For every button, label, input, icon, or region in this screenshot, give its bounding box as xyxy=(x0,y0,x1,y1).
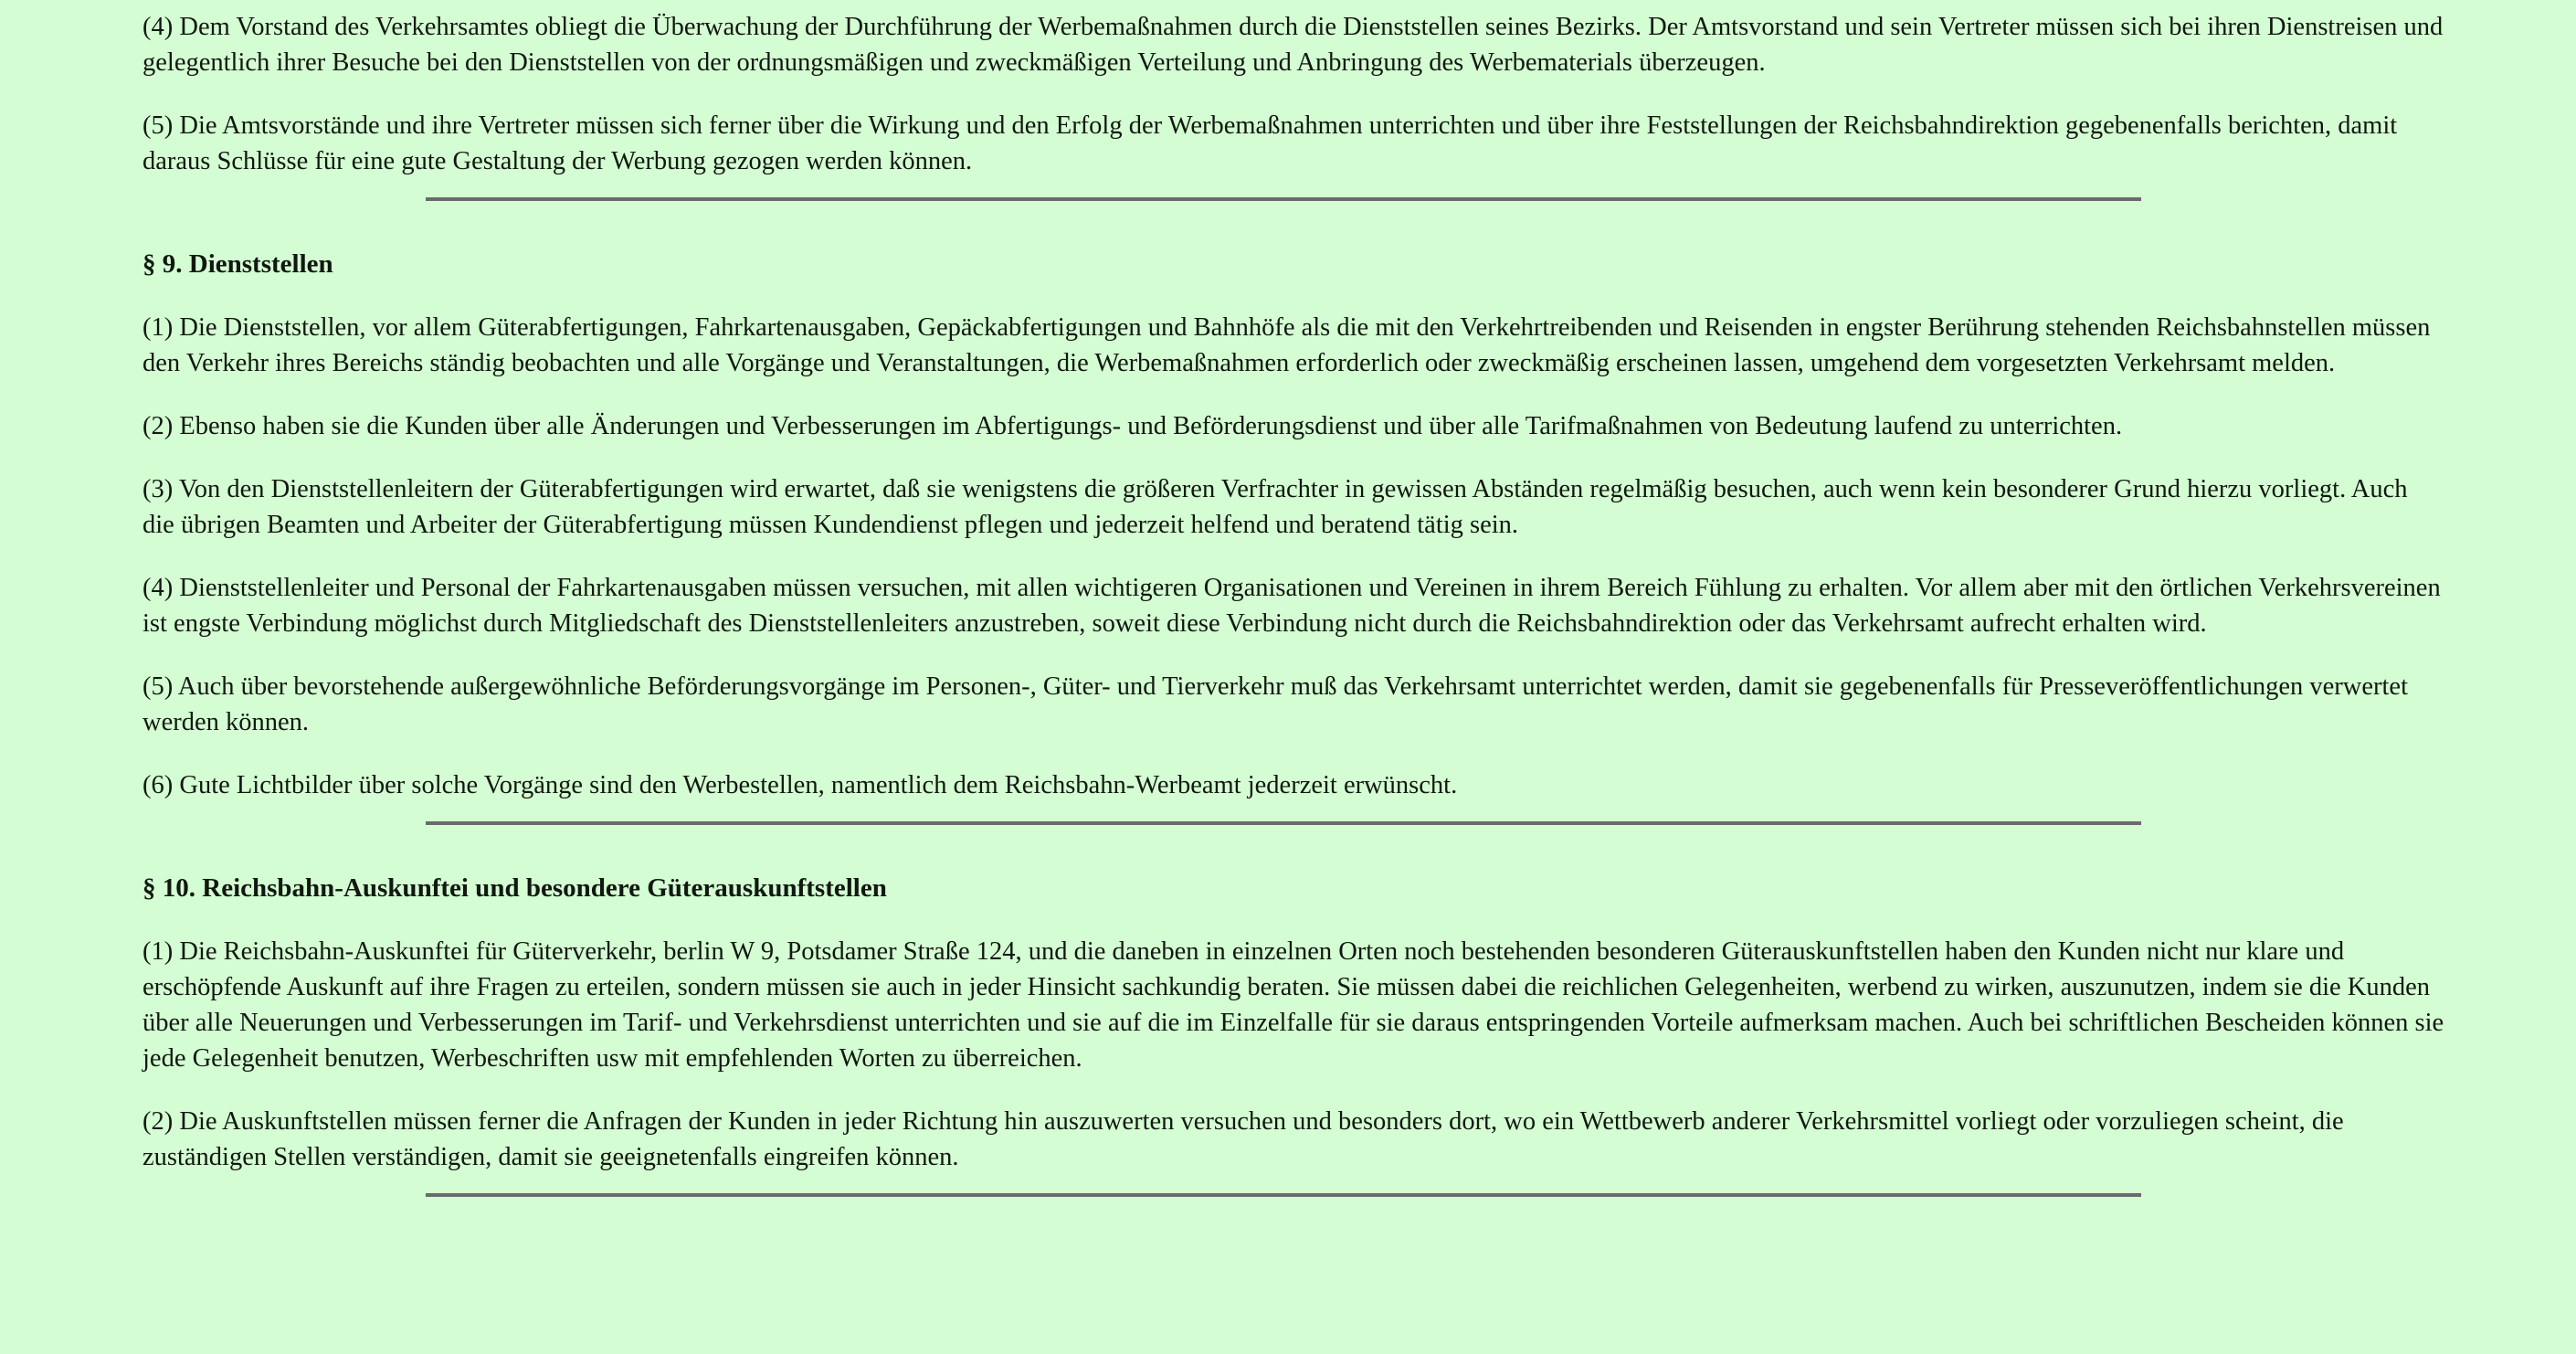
document-body xyxy=(143,9,2444,1197)
paragraph-9-5: (5) Auch über bevorstehende außergewöhnliche Beförderungsvorgänge im Personen-, Güter- und Tierverkehr muß das Verkehrsamt unterrichtet werden, damit sie gegebenenfalls für Presseveröffentlichungen verwertet werden können. xyxy=(143,672,2408,736)
section-10-heading: § 10. Reichsbahn-Auskunftei und besondere Güterauskunftstellen xyxy=(143,873,887,903)
section-9-heading: § 9. Dienststellen xyxy=(143,249,333,279)
paragraph-10-2: (2) Die Auskunftstellen müssen ferner die Anfragen der Kunden in jeder Richtung hin auszuwerten versuchen und besonders dort, wo ein Wettbewerb anderer Verkehrsmittel vorliegt oder vorzuliegen scheint, die zuständigen Stellen verständigen, damit sie geeignetenfalls eingreifen können. xyxy=(143,1107,2344,1171)
section-divider xyxy=(426,197,2141,201)
section-10 xyxy=(143,871,2444,1175)
section-8-continuation xyxy=(143,9,2444,179)
section-divider xyxy=(426,1193,2141,1197)
paragraph-9-4: (4) Dienststellenleiter und Personal der Fahrkartenausgaben müssen versuchen, mit allen wichtigeren Organisationen und Vereinen in ihrem Bereich Fühlung zu erhalten. Vor allem aber mit den örtlichen Verkehrsvereinen ist engste Verbindung möglichst durch Mitgliedschaft des Dienststellenleiters anzustreben, soweit diese Verbindung nicht durch die Reichsbahndirektion oder das Verkehrsamt aufrecht erhalten wird. xyxy=(143,574,2441,638)
paragraph-9-3: (3) Von den Dienststellenleitern der Güterabfertigungen wird erwartet, daß sie wenigstens die größeren Verfrachter in gewissen Abständen regelmäßig besuchen, auch wenn kein besonderer Grund hierzu vorliegt. Auch die übrigen Beamten und Arbeiter der Güterabfertigung müssen Kundendienst pflegen und jederzeit helfend und beratend tätig sein. xyxy=(143,475,2408,539)
paragraph-8-5: (5) Die Amtsvorstände und ihre Vertreter müssen sich ferner über die Wirkung und den Erfolg der Werbemaßnahmen unterrichten und über ihre Feststellungen der Reichsbahndirektion gegebenenfalls berichten, damit daraus Schlüsse für eine gute Gestaltung der Werbung gezogen werden können. xyxy=(143,111,2398,175)
section-divider xyxy=(426,821,2141,825)
section-9 xyxy=(143,247,2444,803)
paragraph-9-1: (1) Die Dienststellen, vor allem Güterabfertigungen, Fahrkartenausgaben, Gepäckabfertigungen und Bahnhöfe als die mit den Verkehrtreibenden und Reisenden in engster Berührung stehenden Reichsbahnstellen müssen den Verkehr ihres Bereichs ständig beobachten und alle Vorgänge und Veranstaltungen, die Werbemaßnahmen erforderlich oder zweckmäßig erscheinen lassen, umgehend dem vorgesetzten Verkehrsamt melden. xyxy=(143,313,2431,377)
paragraph-9-6: (6) Gute Lichtbilder über solche Vorgänge sind den Werbestellen, namentlich dem Reichsbahn-Werbeamt jederzeit erwünscht. xyxy=(143,771,1458,799)
paragraph-10-1: (1) Die Reichsbahn-Auskunftei für Güterverkehr, berlin W 9, Potsdamer Straße 124, und die daneben in einzelnen Orten noch bestehenden besonderen Güterauskunftstellen haben den Kunden nicht nur klare und erschöpfende Auskunft auf ihre Fragen zu erteilen, sondern müssen sie auch in jeder Hinsicht sachkundig beraten. Sie müssen dabei die reichlichen Gelegenheiten, werbend zu wirken, auszunutzen, indem sie die Kunden über alle Neuerungen und Verbesserungen im Tarif- und Verkehrsdienst unterrichten und sie auf die im Einzelfalle für sie daraus entspringenden Vorteile aufmerksam machen. Auch bei schriftlichen Bescheiden können sie jede Gelegenheit benutzen, Werbeschriften usw mit empfehlenden Worten zu überreichen. xyxy=(143,937,2444,1073)
paragraph-8-4: (4) Dem Vorstand des Verkehrsamtes obliegt die Überwachung der Durchführung der Werbemaßnahmen durch die Dienststellen seines Bezirks. Der Amtsvorstand und sein Vertreter müssen sich bei ihren Dienstreisen und gelegentlich ihrer Besuche bei den Dienststellen von der ordnungsmäßigen und zweckmäßigen Verteilung und Anbringung des Werbematerials überzeugen. xyxy=(143,13,2444,77)
paragraph-9-2: (2) Ebenso haben sie die Kunden über alle Änderungen und Verbesserungen im Abfertigungs- und Beförderungsdienst und über alle Tarifmaßnahmen von Bedeutung laufend zu unterrichten. xyxy=(143,412,2123,440)
